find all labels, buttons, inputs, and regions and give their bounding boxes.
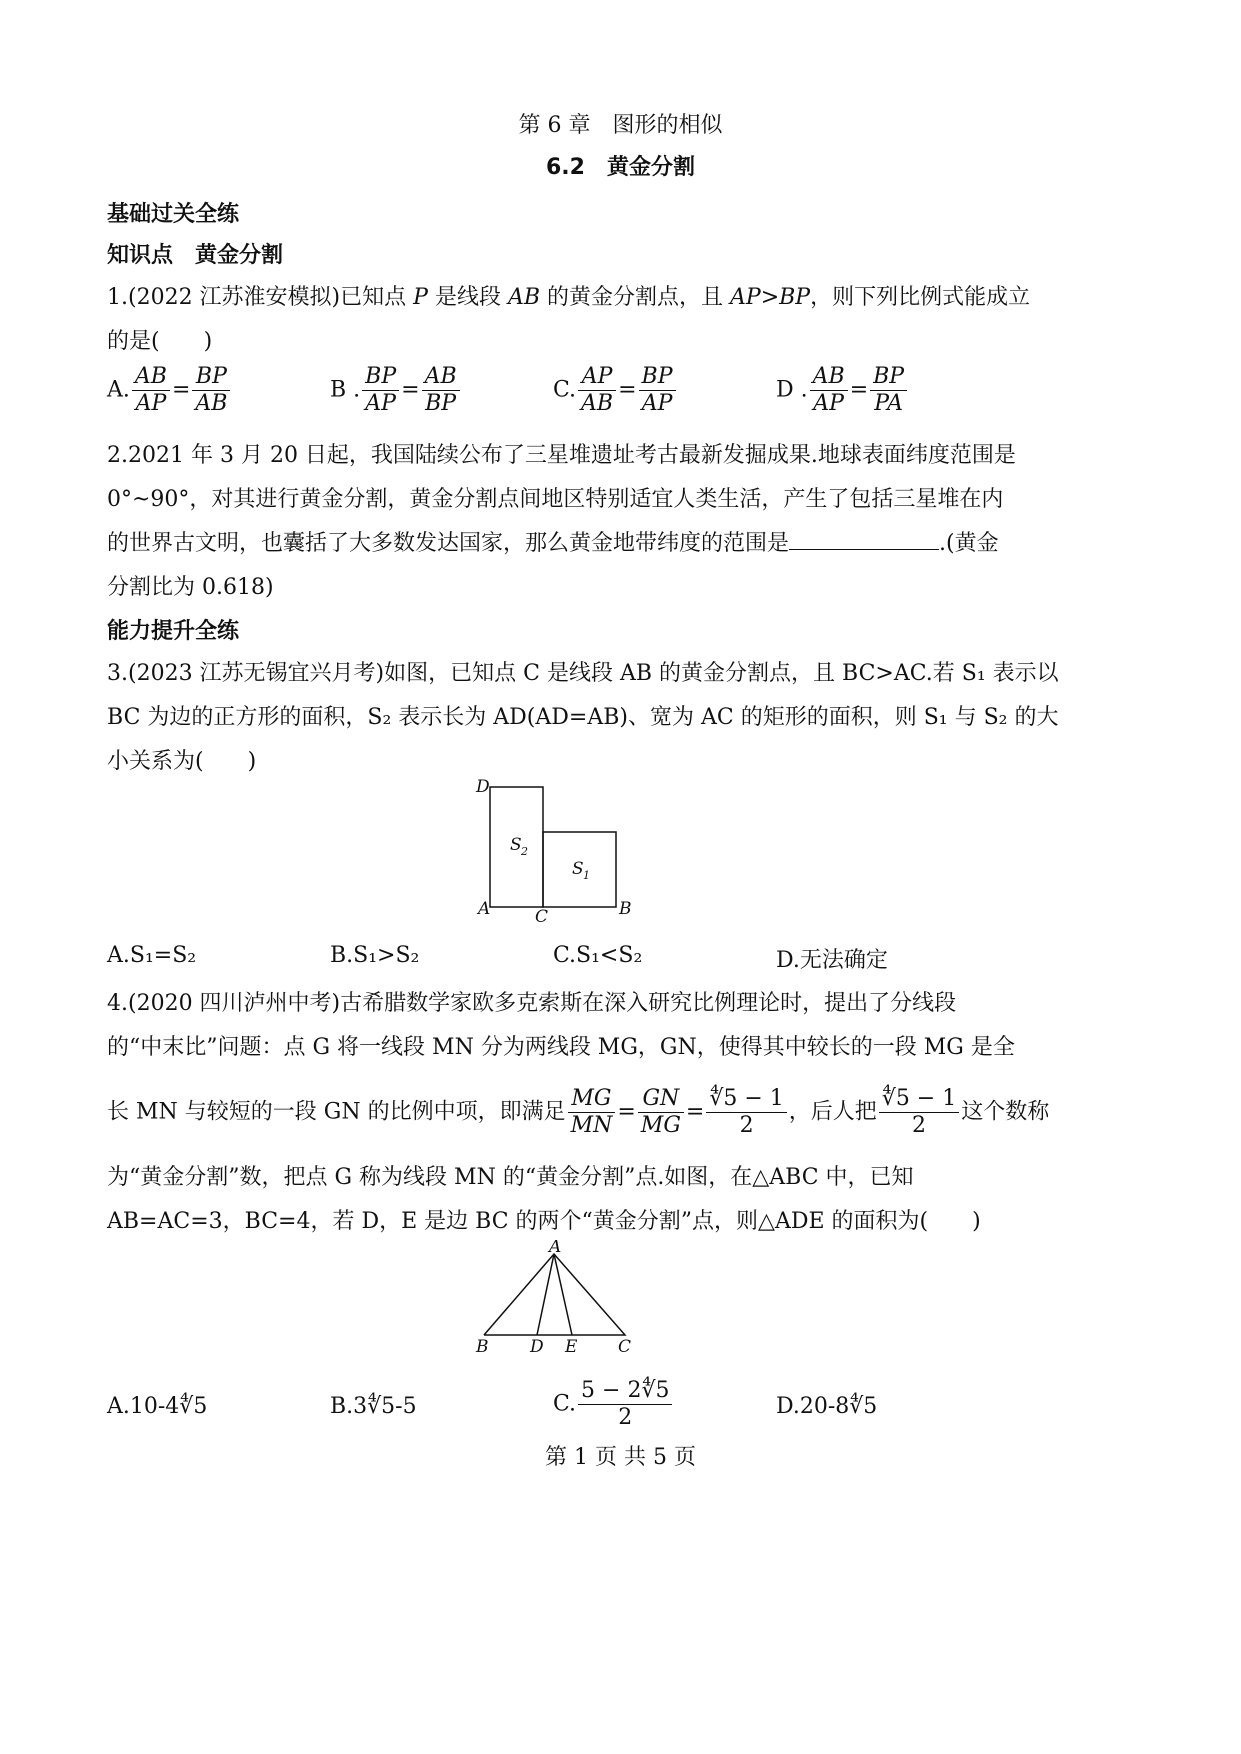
q1-option-c[interactable]: C. $\frac{AP}{AB}$ = $\frac{BP}{AP}$ xyxy=(553,364,678,417)
q4-line2: 的“中末比”问题：点 G 将一线段 MN 分为两线段 MG，GN，使得其中较长的一段 MG 是全 xyxy=(107,1035,1015,1060)
label-s2: S xyxy=(510,835,522,855)
q3-rectangle-figure xyxy=(470,772,640,924)
heading-basic: 基础过关全练 xyxy=(107,202,240,227)
q4-option-b[interactable]: B.3∜5-5 xyxy=(330,1394,417,1419)
q3-line2: BC 为边的正方形的面积，S₂ 表示长为 AD(AD=AB)、宽为 AC 的矩形的面积，则 S₁ 与 S₂ 的大 xyxy=(107,705,1059,730)
segment-ae xyxy=(554,1254,572,1335)
q2-line3: 的世界古文明，也囊括了大多数发达国家，那么黄金地带纬度的范围是 .(黄金 xyxy=(107,531,999,556)
q4-line3: 长 MN 与较短的一段 GN 的比例中项，即满足 $\frac{MG}{MN}$ = $\frac{GN}{MG}$ = $\frac{∜5 - 1}{2}$ ，后人把 $\frac{∜5 - 1}{2}$ 这个数称 xyxy=(107,1086,1050,1138)
q3-option-b[interactable]: B.S₁>S₂ xyxy=(330,943,420,968)
label-e: E xyxy=(565,1337,578,1355)
q3-option-a[interactable]: A.S₁=S₂ xyxy=(107,943,197,968)
page-footer: 第 1 页 共 5 页 xyxy=(545,1445,696,1470)
label-s2-sub: 2 xyxy=(521,845,528,858)
q2-answer-blank[interactable] xyxy=(789,529,939,550)
label-s1: S xyxy=(572,859,584,879)
label-d: D xyxy=(530,1337,544,1355)
q1-option-d[interactable]: D . $\frac{AB}{AP}$ = $\frac{BP}{PA}$ xyxy=(776,364,909,417)
label-c: C xyxy=(618,1337,632,1355)
label-d: D xyxy=(476,777,490,797)
heading-advanced: 能力提升全练 xyxy=(107,619,240,644)
label-s1-sub: 1 xyxy=(583,869,590,882)
q1-option-a[interactable]: A. $\frac{AB}{AP}$ = $\frac{BP}{AB}$ xyxy=(107,364,232,417)
q2-line2: 0°~90°，对其进行黄金分割，黄金分割点间地区特别适宜人类生活，产生了包括三星堆在内 xyxy=(107,487,1004,512)
q2-line4: 分割比为 0.618) xyxy=(107,575,274,600)
label-c: C xyxy=(535,907,549,924)
q3-option-d[interactable]: D.无法确定 xyxy=(776,948,888,973)
q1-stem-line1: 1.(2022 江苏淮安模拟)已知点 P 是线段 AB 的黄金分割点，且 AP>BP，则下列比例式能成立 xyxy=(107,285,1031,310)
label-a: A xyxy=(478,899,491,919)
label-a: A xyxy=(549,1240,562,1257)
q3-line1: 3.(2023 江苏无锡宜兴月考)如图，已知点 C 是线段 AB 的黄金分割点，且 BC>AC.若 S₁ 表示以 xyxy=(107,661,1059,686)
q2-line1: 2.2021 年 3 月 20 日起，我国陆续公布了三星堆遗址考古最新发掘成果.地球表面纬度范围是 xyxy=(107,443,1016,468)
section-title: 6.2 黄金分割 xyxy=(546,155,695,180)
chapter-title: 第 6 章 图形的相似 xyxy=(518,113,723,138)
segment-ad xyxy=(537,1254,554,1335)
q4-line1: 4.(2020 四川泸州中考)古希腊数学家欧多克索斯在深入研究比例理论时，提出了分线段 xyxy=(107,991,957,1016)
q4-option-d[interactable]: D.20-8∜5 xyxy=(776,1394,878,1419)
q1-option-b[interactable]: B . $\frac{BP}{AP}$ = $\frac{AB}{BP}$ xyxy=(330,364,462,417)
q4-triangle-figure xyxy=(470,1240,640,1355)
q4-option-a[interactable]: A.10-4∜5 xyxy=(107,1394,208,1419)
label-b: B xyxy=(619,899,632,919)
q3-line3: 小关系为( ) xyxy=(107,749,257,774)
triangle-abc xyxy=(484,1254,625,1335)
q1-stem-line2: 的是( ) xyxy=(107,329,213,354)
q4-line4: 为“黄金分割”数，把点 G 称为线段 MN 的“黄金分割”点.如图，在△ABC 中，已知 xyxy=(107,1165,914,1190)
q4-option-c[interactable]: C. $\frac{5 - 2∜5}{2}$ xyxy=(553,1378,674,1431)
label-b: B xyxy=(476,1337,489,1355)
q3-option-c[interactable]: C.S₁<S₂ xyxy=(553,943,643,968)
q4-line5: AB=AC=3，BC=4，若 D，E 是边 BC 的两个“黄金分割”点，则△ADE 的面积为( ) xyxy=(107,1209,981,1234)
heading-knowledge: 知识点 黄金分割 xyxy=(107,243,284,268)
